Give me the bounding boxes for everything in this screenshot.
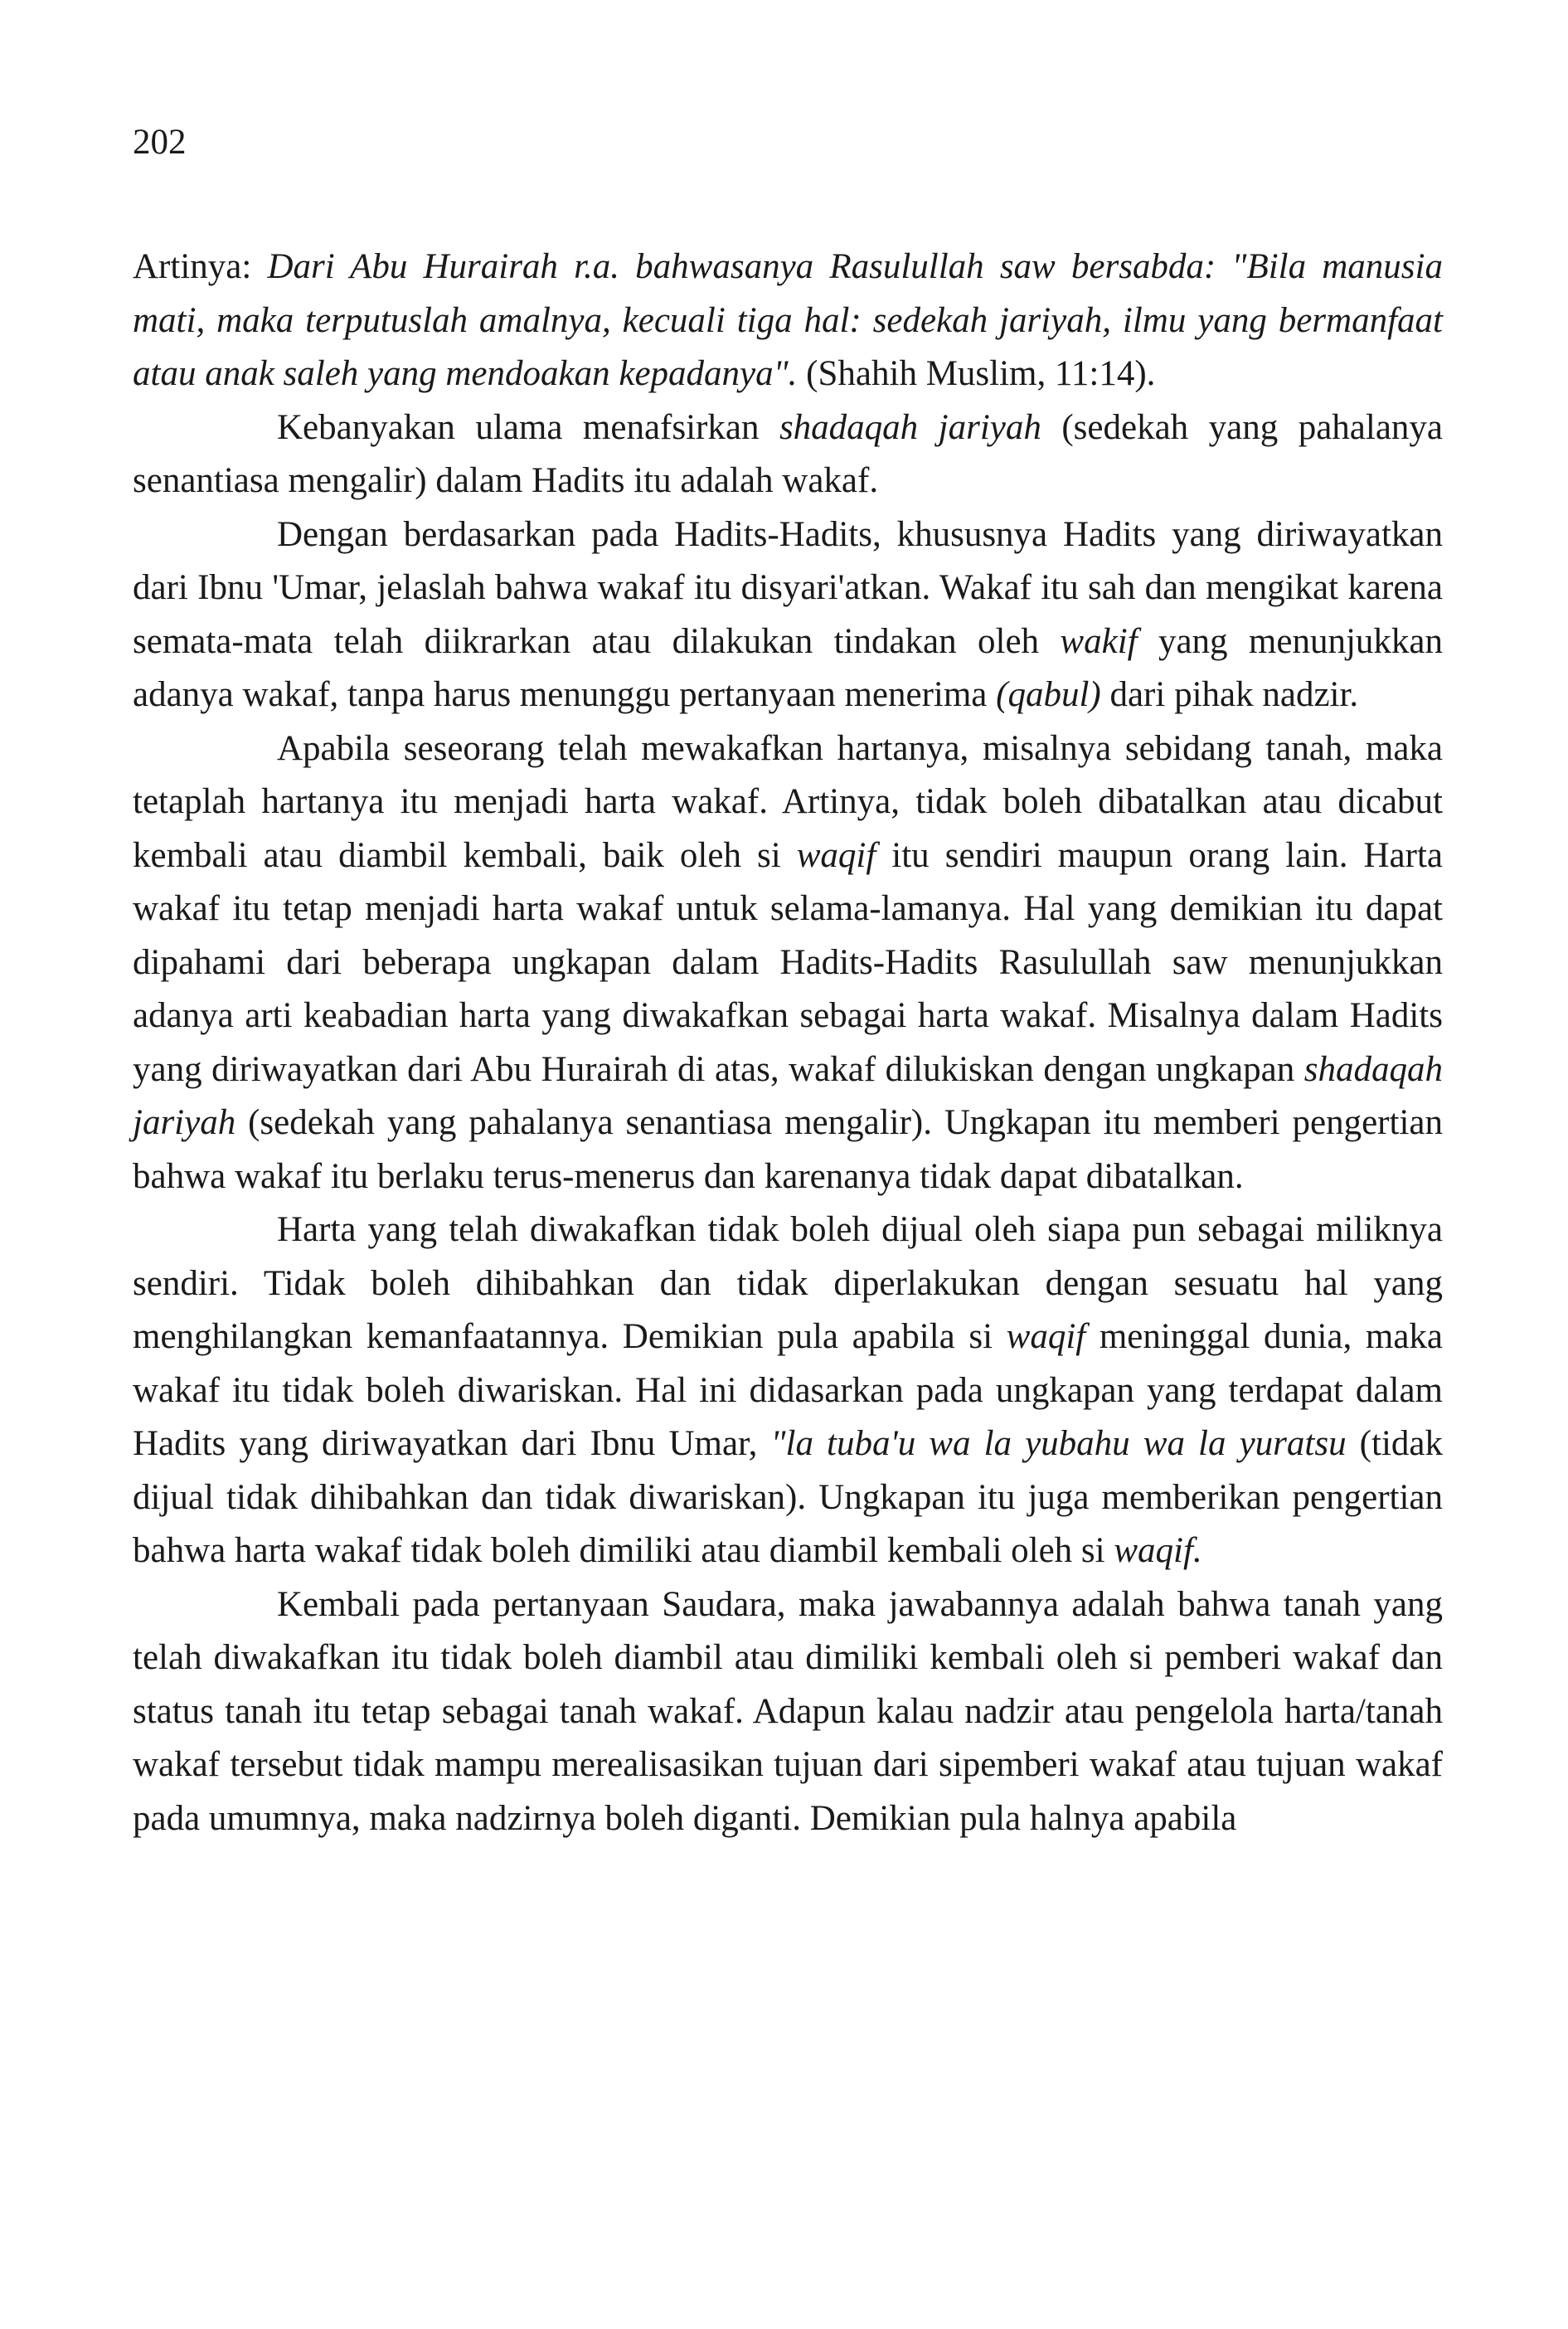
text-run: meninggal dunia, maka wakaf itu tidak boleh diwariskan. Hal ini didasarkan pada ungkapan yang terdapat dalam Hadits yang diriwayatkan dari Ibnu Umar, [133,1317,1443,1463]
text-run: (sedekah yang pahalanya senantiasa mengalir) dalam Hadits itu adalah wakaf. [133,407,1444,500]
body-text [133,241,1443,1845]
text-run: Artinya: [133,247,268,286]
text-run: Apabila seseorang telah mewakafkan hartanya, misalnya sebidang tanah, maka tetaplah hartanya itu menjadi harta wakaf. Artinya, tidak boleh dibatalkan atau dicabut kembali atau diambil kembali, baik oleh si [133,728,1443,875]
italic-term: "la tuba'u wa la yubahu wa la yuratsu [770,1424,1347,1463]
text-run: Harta yang telah diwakafkan tidak boleh dijual oleh siapa pun sebagai miliknya sendiri. Tidak boleh dihibahkan dan tidak diperlakukan dengan sesuatu hal yang menghilangkan kemanfaatannya. Demikian pula apabila si [133,1210,1443,1356]
italic-term: shadaqah jariyah [133,1049,1443,1142]
text-run: Kembali pada pertanyaan Saudara, maka jawabannya adalah bahwa tanah yang telah diwakafkan itu tidak boleh diambil atau dimiliki kembali oleh si pemberi wakaf dan status tanah itu tetap sebagai tanah wakaf. Adapun kalau nadzir atau pengelola harta/tanah wakaf tersebut tidak mampu merealisasikan tujuan dari sipemberi wakaf atau tujuan wakaf pada umumnya, maka nadzirnya boleh diganti. Demikian pula halnya apabila [133,1584,1443,1838]
italic-term: waqif [796,835,876,875]
text-run: yang menunjukkan adanya wakaf, tanpa harus menunggu pertanyaan menerima [133,621,1443,714]
italic-term: Dari Abu Hurairah r.a. bahwasanya Rasulullah saw bersabda: "Bila manusia mati, maka terputuslah amalnya, kecuali tiga hal: sedekah jariyah, ilmu yang bermanfaat atau anak saleh yang mendoakan kepadanya". [133,247,1443,393]
italic-term: wakif [1060,621,1138,661]
italic-term: waqif [1006,1317,1086,1356]
paragraph-shadaqah-jariyah [133,401,1443,508]
text-run: (Shahih Muslim, 11:14). [797,354,1156,393]
italic-term: waqif. [1114,1531,1202,1570]
page-number: 202 [133,123,187,162]
text-run: dari pihak nadzir. [1100,675,1359,714]
text-run: Dengan berdasarkan pada Hadits-Hadits, khususnya Hadits yang diriwayatkan dari Ibnu 'Umar, jelaslah bahwa wakaf itu disyari'atkan. Wakaf itu sah dan mengikat karena semata-mata telah diikrarkan atau dilakukan tindakan oleh [133,514,1443,661]
text-run: itu sendiri maupun orang lain. Harta wakaf itu tetap menjadi harta wakaf untuk selama-lamanya. Hal yang demikian itu dapat dipahami dari beberapa ungkapan dalam Hadits-Hadits Rasulullah saw menunjukkan adanya arti keabadian harta yang diwakafkan sebagai harta wakaf. Misalnya dalam Hadits yang diriwayatkan dari Abu Hurairah di atas, wakaf dilukiskan dengan ungkapan [133,835,1443,1089]
text-run: (tidak dijual tidak dihibahkan dan tidak diwariskan). Ungkapan itu juga memberikan pengertian bahwa harta wakaf tidak boleh dimiliki atau diambil kembali oleh si [133,1424,1443,1570]
paragraph-harta-wakaf-tetap [133,722,1443,1204]
paragraph-wakaf-disyariatkan [133,508,1443,722]
paragraph-jawaban [133,1578,1443,1846]
text-run: Kebanyakan ulama menafsirkan [277,407,779,447]
italic-term: shadaqah jariyah [779,407,1041,447]
paragraph-hadith-translation [133,241,1443,401]
italic-term: (qabul) [996,675,1101,714]
paragraph-tidak-boleh-dijual [133,1203,1443,1578]
text-run: (sedekah yang pahalanya senantiasa mengalir). Ungkapan itu memberi pengertian bahwa wakaf itu berlaku terus-menerus dan karenanya tidak dapat dibatalkan. [133,1103,1443,1196]
